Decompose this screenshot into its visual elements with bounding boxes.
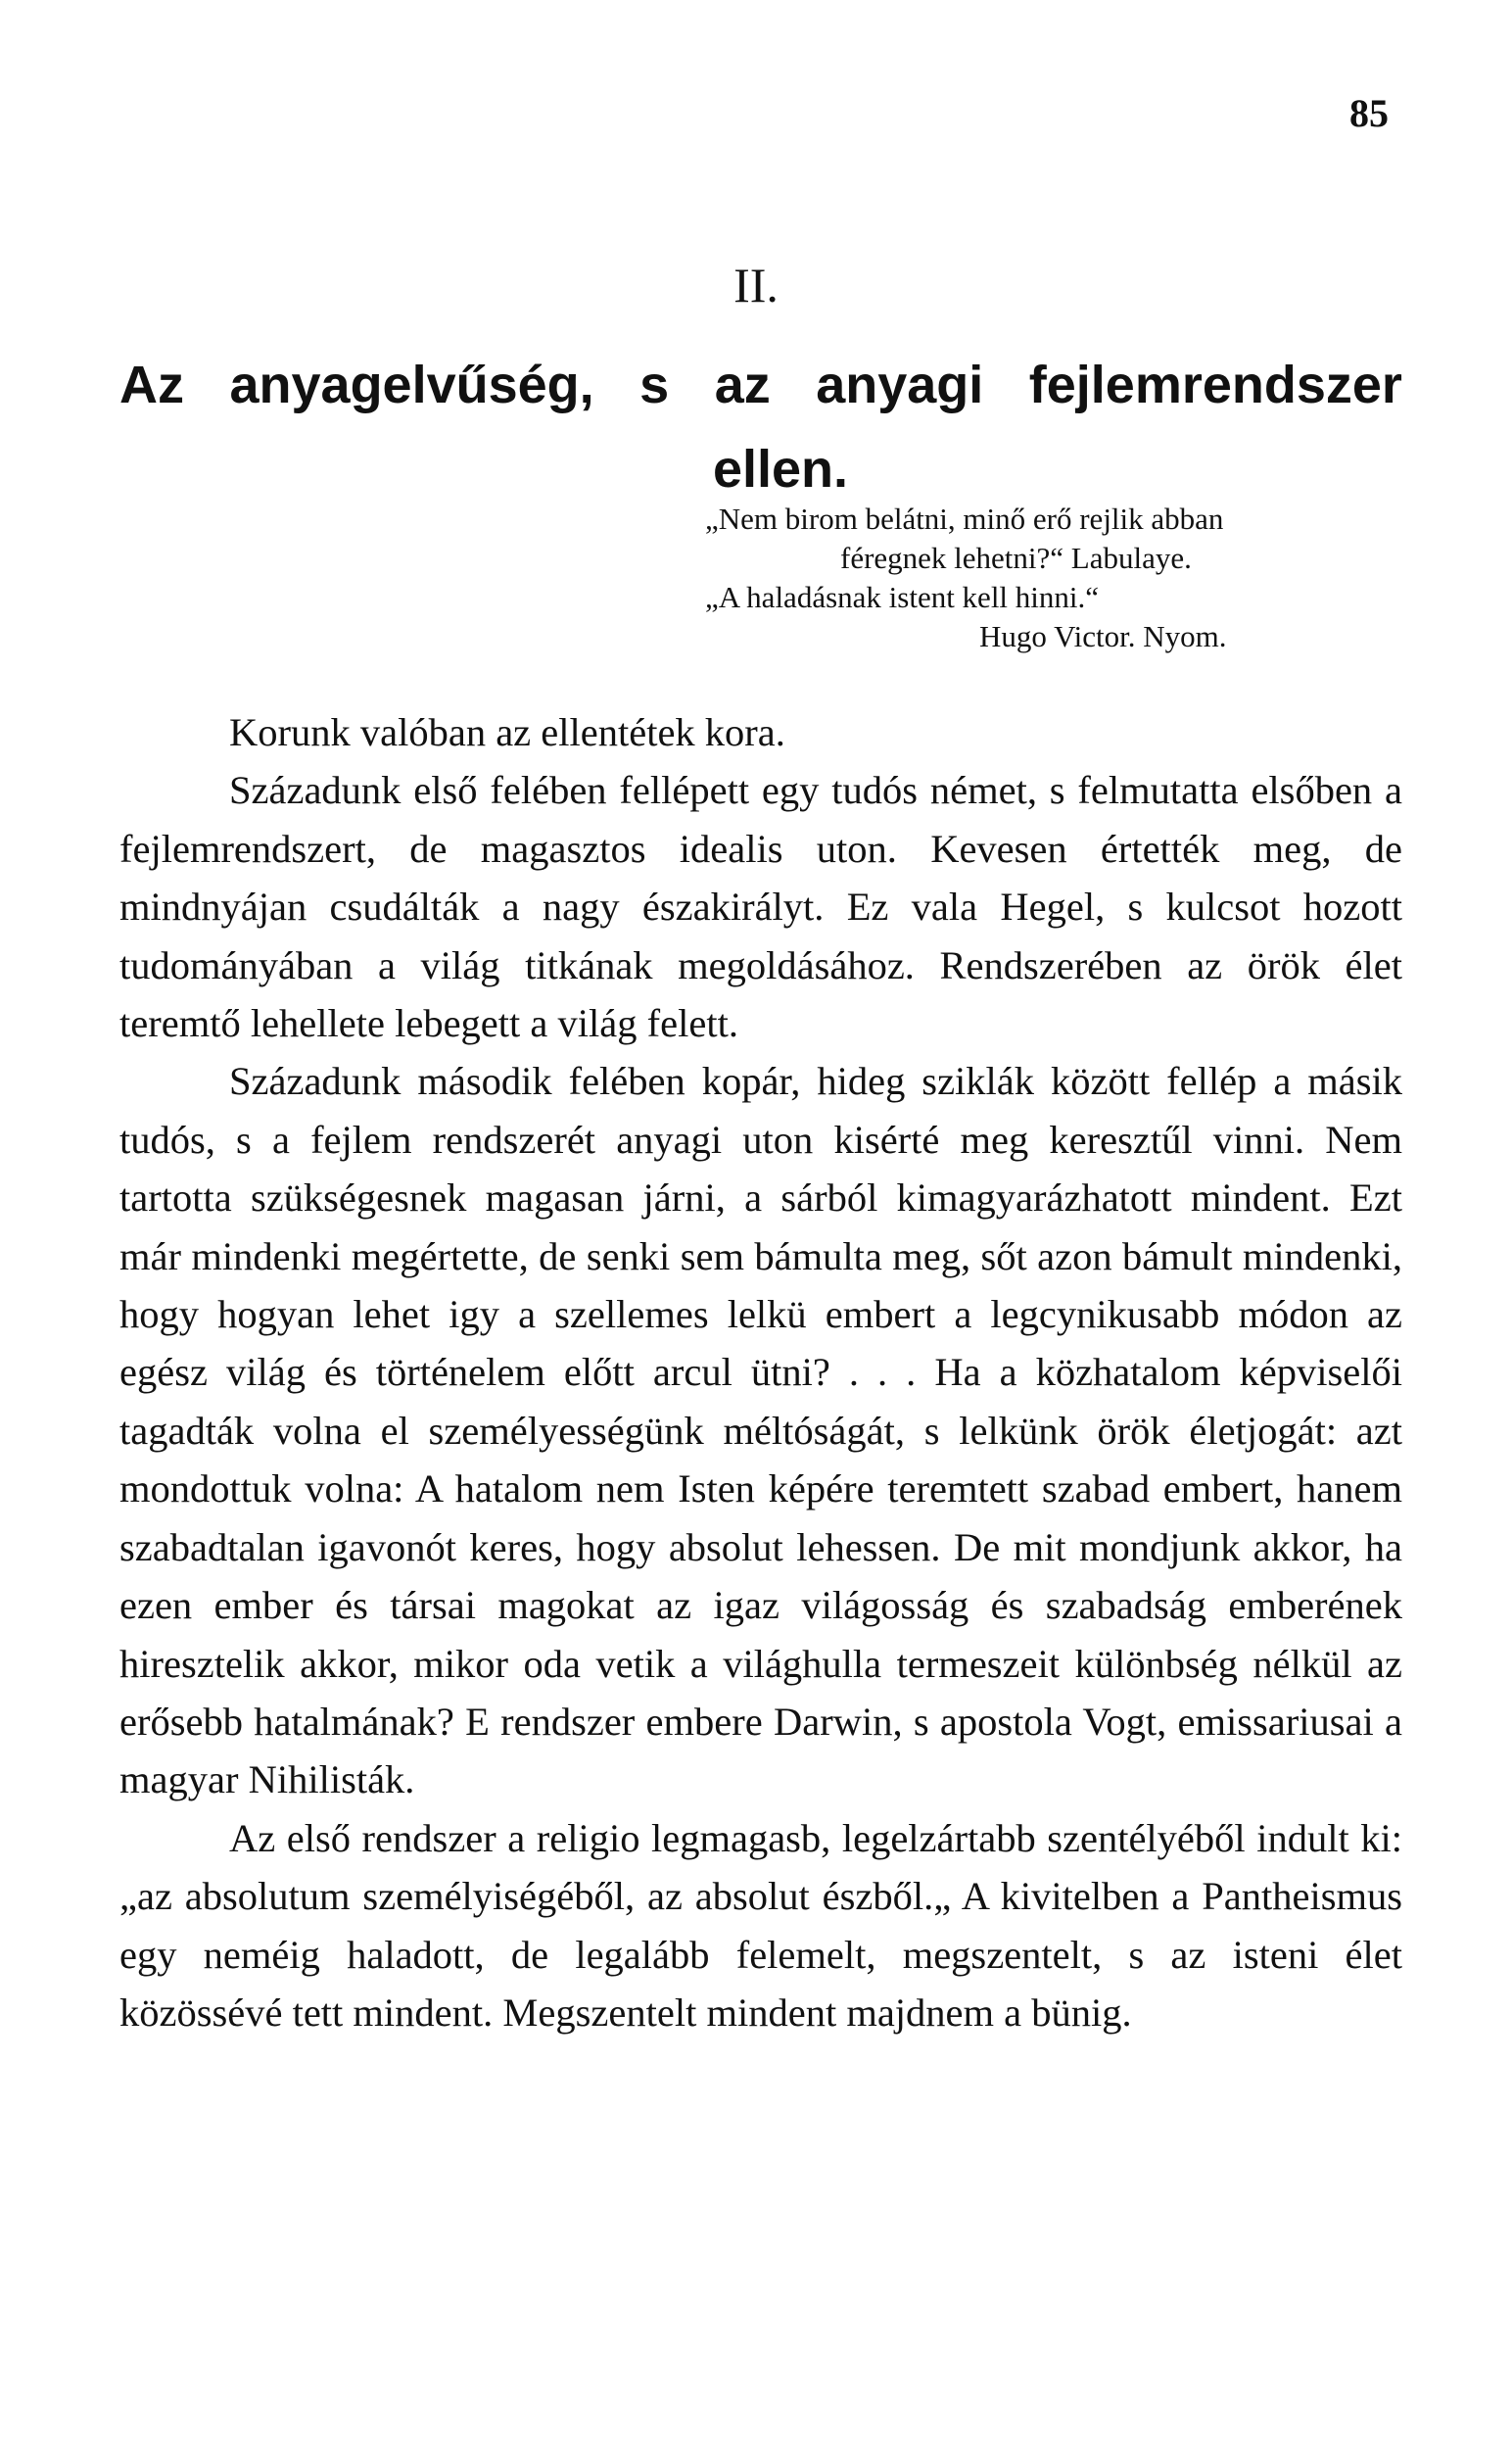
paragraph: Századunk második felében kopár, hideg sziklák között fellép a másik tudós, s a fejlem rendszerét anyagi uton kisérté meg keresztűl vinni. Nem tartotta szükségesnek magasan járni, a sárból kimagyarázhatott mindent. Ezt már mindenki megértette, de senki sem bámulta meg, sőt azon bámult mindenki, hogy hogyan lehet igy a szellemes lelkü embert a legcynikusabb módon az egész világ és történelem előtt arcul ütni? . . . Ha a közhatalom képviselői tagadták volna el személyességünk méltóságát, s lelkünk örök életjogát: azt mondottuk volna: A hatalom nem Isten képére teremtett szabad embert, hanem szabadtalan igavonót keres, hogy absolut lehessen. De mit mondjunk akkor, ha ezen ember és társai magokat az igaz világosság és szabadság emberének hiresztelik akkor, mikor oda vetik a világhulla termeszeit különbség nélkül az erősebb hatalmának? E rendszer embere Darwin, s apostola Vogt, emissariusai a magyar Nihilisták. xyxy=(119,1059,1402,1802)
epigraph-quote-2-line-1: „A haladásnak istent kell hinni.“ xyxy=(705,580,1100,614)
chapter-title xyxy=(119,343,1402,511)
paragraph: Századunk első felében fellépett egy tudós német, s felmutatta elsőben a fejlemrendszert, de magasztos idealis uton. Kevesen értették meg, de mindnyájan csudálták a nagy északirályt. Ez vala Hegel, s kulcsot hozott tudományában a világ titkának megoldásához. Rendszerében az örök élet teremtő lehellete lebegett a világ felett. xyxy=(119,768,1402,1046)
chapter-title-line-2: ellen. xyxy=(712,440,849,499)
title-word: az xyxy=(714,356,771,414)
title-word: Az xyxy=(119,356,184,414)
epigraph-quote-1-line-1: „Nem birom belátni, minő erő rejlik abban xyxy=(705,502,1224,536)
chapter-title-line-1 xyxy=(119,343,1402,427)
epigraph xyxy=(705,500,1410,656)
title-word: s xyxy=(639,356,670,414)
title-word: anyagelvűség, xyxy=(229,356,594,414)
body-text xyxy=(119,703,1402,2041)
epigraph-quote-1-line-2: féregnek lehetni?“ Labulaye. xyxy=(840,541,1192,575)
page-number: 85 xyxy=(1349,91,1389,135)
title-word: anyagi xyxy=(816,356,984,414)
paragraph: Az első rendszer a religio legmagasb, legelzártabb szentélyéből indult ki: „az absolutum személyiségéből, az absolut észből.„ A kivitelben a Pantheismus egy neméig haladott, de legalább felemelt, megszentelt, s az isteni élet közössévé tett mindent. Megszentelt mindent majdnem a bünig. xyxy=(119,1815,1402,2035)
chapter-number: II. xyxy=(733,258,779,312)
epigraph-quote-2-line-2: Hugo Victor. Nyom. xyxy=(979,619,1227,653)
paragraph: Korunk valóban az ellentétek kora. xyxy=(229,710,785,754)
title-word: fejlemrendszer xyxy=(1028,356,1402,414)
